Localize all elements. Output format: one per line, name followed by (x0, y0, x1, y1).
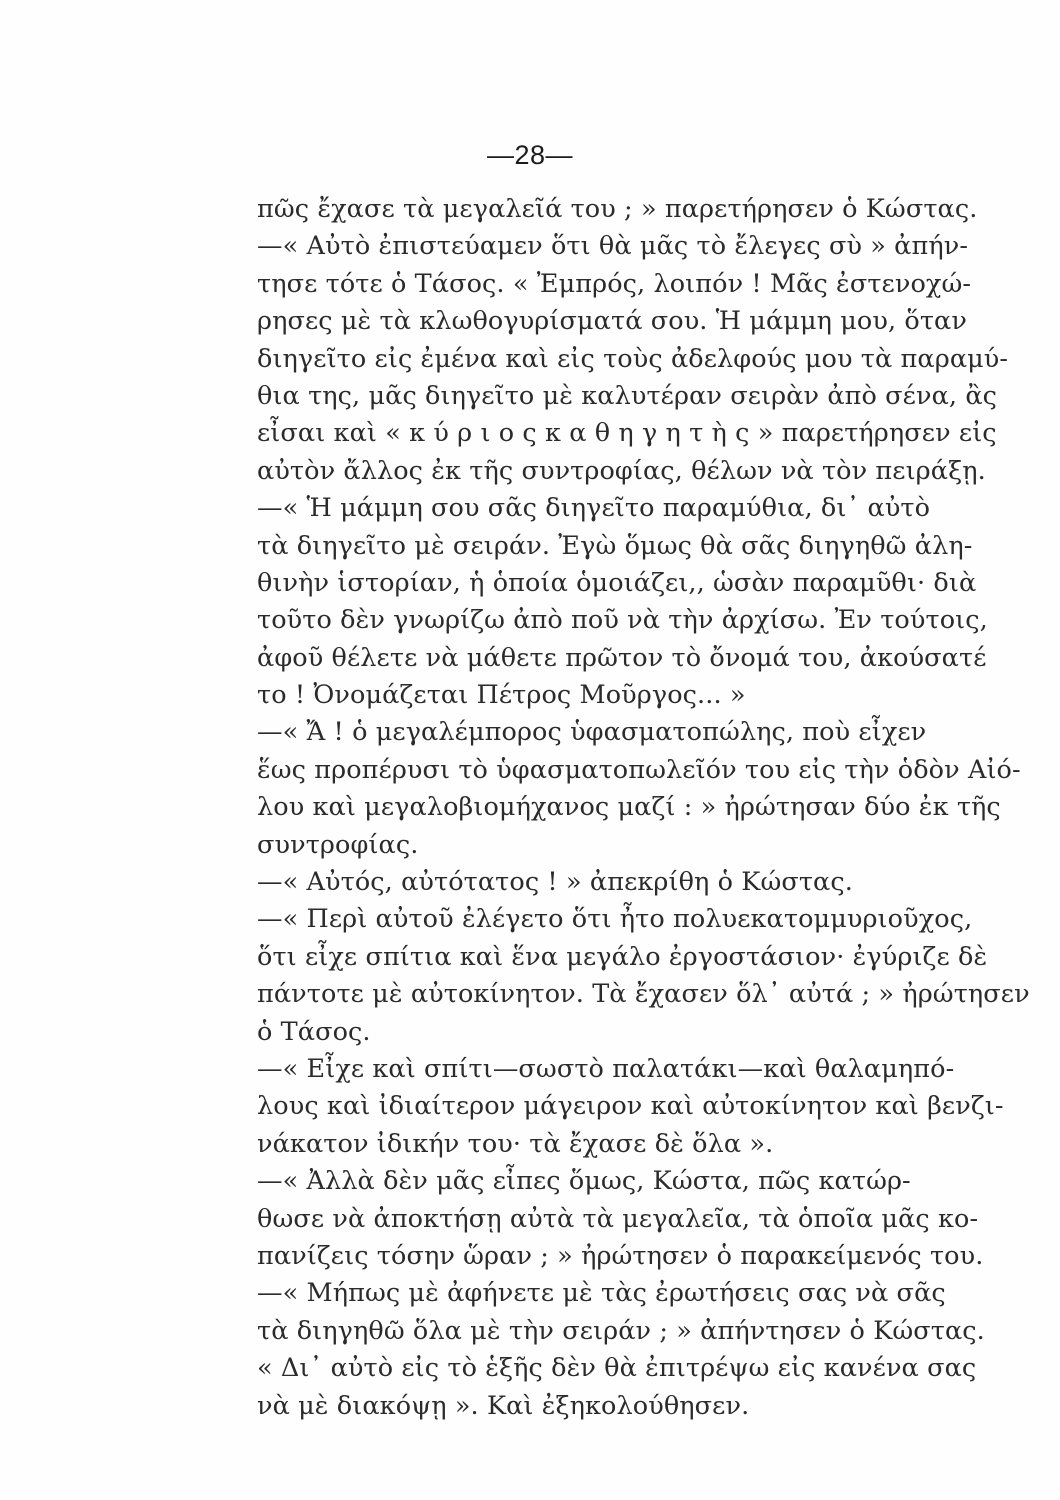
text-line: θωσε νὰ ἀποκτήσῃ αὐτὰ τὰ μεγαλεῖα, τὰ ὁποῖα μᾶς κο- (257, 1203, 979, 1234)
text-line: « Δι᾽ αὐτὸ εἰς τὸ ἑξῆς δὲν θὰ ἐπιτρέψω εἰς κανένα σας (257, 1353, 977, 1384)
text-line: συντροφίας. (257, 829, 419, 860)
text-line: ρησες μὲ τὰ κλωθογυρίσματά σου. Ἡ μάμμη μου, ὅταν (257, 306, 967, 337)
text-line: πάντοτε μὲ αὐτοκίνητον. Τὰ ἔχασεν ὅλ᾽ αὐτά ; » ἠρώτησεν (257, 979, 1030, 1010)
text-line: νάκατον ἰδικήν του· τὰ ἔχασε δὲ ὅλα ». (257, 1128, 774, 1159)
text-line: ἀφοῦ θέλετε νὰ μάθετε πρῶτον τὸ ὄνομά του, ἀκούσατέ (257, 642, 987, 673)
text-line: εἶσαι καὶ « κ ύ ρ ι ο ς κ α θ η γ η τ ὴ ς » παρετήρησεν εἰς (257, 418, 997, 449)
text-line: πῶς ἔχασε τὰ μεγαλεῖά του ; » παρετήρησεν ὁ Κώστας. (257, 194, 978, 224)
text-line: διηγεῖτο εἰς ἐμένα καὶ εἰς τοὺς ἀδελφούς μου τὰ παραμύ- (257, 343, 1009, 374)
text-line: —« Ἀλλὰ δὲν μᾶς εἶπες ὅμως, Κώστα, πῶς κατώρ- (257, 1166, 911, 1197)
text-line: νὰ μὲ διακόψῃ ». Καὶ ἐξηκολούθησεν. (257, 1390, 750, 1421)
text-line: το ! Ὀνομάζεται Πέτρος Μοῦργος... » (257, 680, 746, 711)
text-line: —« Αὐτός, αὐτότατος ! » ἀπεκρίθη ὁ Κώστας. (257, 867, 853, 898)
text-line: —« Περὶ αὐτοῦ ἐλέγετο ὅτι ἦτο πολυεκατομμυριοῦχος, (257, 904, 973, 935)
text-line: τοῦτο δὲν γνωρίζω ἀπὸ ποῦ νὰ τὴν ἀρχίσω. Ἐν τούτοις, (257, 605, 988, 636)
text-line: ὅτι εἶχε σπίτια καὶ ἕνα μεγάλο ἐργοστάσιον· ἐγύριζε δὲ (257, 941, 988, 972)
text-line: τὰ διηγεῖτο μὲ σειράν. Ἐγὼ ὅμως θὰ σᾶς διηγηθῶ ἀλη- (257, 530, 973, 561)
text-line: λους καὶ ἰδιαίτερον μάγειρον καὶ αὐτοκίνητον καὶ βενζι- (257, 1091, 1004, 1122)
text-line: ὁ Τάσος. (257, 1016, 371, 1047)
text-body (257, 191, 1047, 1425)
page-number: —28— (486, 140, 574, 170)
text-line: πανίζεις τόσην ὥραν ; » ἠρώτησεν ὁ παρακείμενός του. (257, 1240, 984, 1271)
text-line: —« Ἄ ! ὁ μεγαλέμπορος ὑφασματοπώλης, ποὺ εἶχεν (257, 717, 927, 748)
text-line: αὐτὸν ἄλλος ἐκ τῆς συντροφίας, θέλων νὰ τὸν πειράξῃ. (257, 455, 986, 486)
text-line: λου καὶ μεγαλοβιομήχανος μαζί : » ἠρώτησαν δύο ἐκ τῆς (257, 792, 1001, 823)
text-line: —« Αὐτὸ ἐπιστεύαμεν ὅτι θὰ μᾶς τὸ ἔλεγες σὺ » ἀπήν- (257, 231, 969, 262)
text-line: τησε τότε ὁ Τάσος. « Ἐμπρός, λοιπόν ! Μᾶς ἐστενοχώ- (257, 268, 972, 299)
text-line: ἕως προπέρυσι τὸ ὑφασματοπωλεῖόν του εἰς τὴν ὁδὸν Αἰό- (257, 754, 1021, 785)
text-line: τὰ διηγηθῶ ὅλα μὲ τὴν σειράν ; » ἀπήντησεν ὁ Κώστας. (257, 1315, 985, 1346)
text-line: —« Ἡ μάμμη σου σᾶς διηγεῖτο παραμύθια, δι᾽ αὐτὸ (257, 493, 931, 524)
text-line: —« Μήπως μὲ ἀφήνετε μὲ τὰς ἐρωτήσεις σας νὰ σᾶς (257, 1278, 946, 1309)
text-line: θινὴν ἱστορίαν, ἡ ὁποία ὁμοιάζει,, ὡσὰν παραμῦθι· διὰ (257, 567, 977, 598)
text-line: θια της, μᾶς διηγεῖτο μὲ καλυτέραν σειρὰν ἀπὸ σένα, ἂς (257, 380, 998, 411)
text-line: —« Εἶχε καὶ σπίτι—σωστὸ παλατάκι—καὶ θαλαμηπό- (257, 1053, 955, 1084)
